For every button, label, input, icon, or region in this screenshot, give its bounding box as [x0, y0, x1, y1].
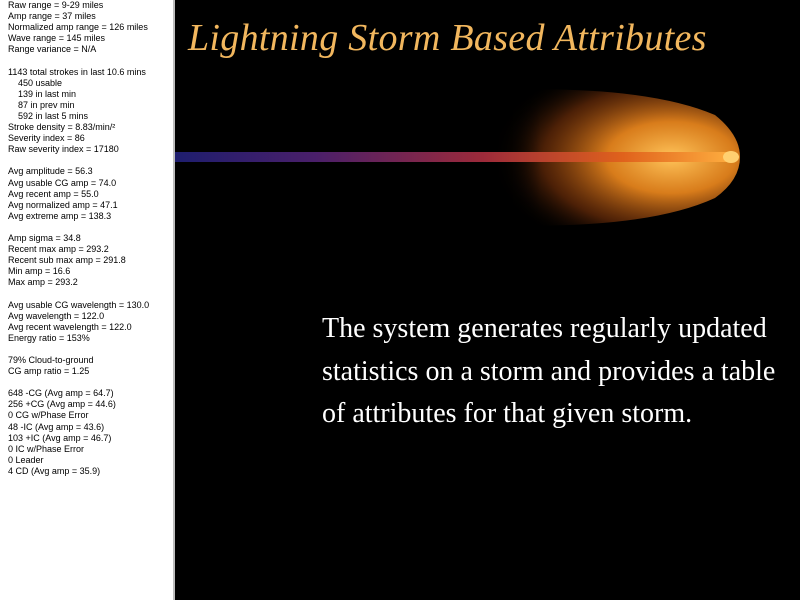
stat-line: 592 in last 5 mins [18, 110, 89, 121]
stat-spacer [8, 377, 175, 388]
stat-line: 0 CG w/Phase Error [8, 410, 89, 421]
stat-line: Avg usable CG wavelength = 130.0 [8, 299, 150, 310]
stat-line: Avg wavelength = 122.0 [8, 310, 105, 321]
stat-spacer [8, 222, 175, 233]
stat-line: 256 +CG (Avg amp = 44.6) [8, 399, 116, 410]
stat-line: Avg recent wavelength = 122.0 [8, 321, 132, 332]
stat-line: 87 in prev min [18, 99, 75, 110]
stat-line: Energy ratio = 153% [8, 332, 90, 343]
stat-line: Amp range = 37 miles [8, 11, 96, 22]
stat-line: 0 Leader [8, 454, 44, 465]
stat-line: 1143 total strokes in last 10.6 mins [8, 66, 146, 77]
stat-line: Avg recent amp = 55.0 [8, 188, 99, 199]
stat-spacer [8, 344, 175, 355]
streak-line [175, 152, 735, 162]
stat-line: Amp sigma = 34.8 [8, 232, 81, 243]
slide-title: Lightning Storm Based Attributes [188, 17, 707, 59]
slide-body-text: The system generates regularly updated statistics on a storm and provides a table of attributes for that given storm. [322, 313, 776, 429]
stat-spacer [8, 55, 175, 66]
stat-line: Avg normalized amp = 47.1 [8, 199, 118, 210]
stat-line: 139 in last min [18, 88, 77, 99]
stat-spacer [8, 288, 175, 299]
stat-line: Severity index = 86 [8, 133, 85, 144]
stat-line: Avg usable CG amp = 74.0 [8, 177, 117, 188]
stat-line: 4 CD (Avg amp = 35.9) [8, 465, 101, 476]
stat-line: Normalized amp range = 126 miles [8, 22, 148, 33]
stat-line: 48 -IC (Avg amp = 43.6) [8, 421, 105, 432]
stat-line: Recent sub max amp = 291.8 [8, 255, 126, 266]
stat-line: Raw range = 9-29 miles [8, 0, 104, 10]
stat-line: Recent max amp = 293.2 [8, 244, 109, 255]
stat-line: 79% Cloud-to-ground [8, 355, 94, 365]
stat-line: Stroke density = 8.83/min/² [8, 122, 116, 133]
stat-line: Avg extreme amp = 138.3 [8, 210, 112, 221]
stat-line: Wave range = 145 miles [8, 33, 105, 44]
stat-line: 648 -CG (Avg amp = 64.7) [8, 388, 114, 399]
stat-line: Avg amplitude = 56.3 [8, 166, 93, 177]
stat-spacer [8, 155, 175, 166]
stat-line: CG amp ratio = 1.25 [8, 366, 90, 377]
stat-line: 0 IC w/Phase Error [8, 443, 85, 454]
lightning-streak-graphic [175, 80, 800, 240]
stat-line: Max amp = 293.2 [8, 277, 78, 288]
streak-tip [723, 151, 739, 163]
stat-line: 450 usable [18, 77, 63, 88]
stat-line: 103 +IC (Avg amp = 46.7) [8, 432, 112, 443]
storm-stats-list [0, 0, 175, 477]
stat-line: Raw severity index = 17180 [8, 144, 119, 155]
stat-line: Range variance = N/A [8, 44, 97, 55]
storm-stats-panel [0, 0, 175, 600]
stat-line: Min amp = 16.6 [8, 266, 71, 277]
